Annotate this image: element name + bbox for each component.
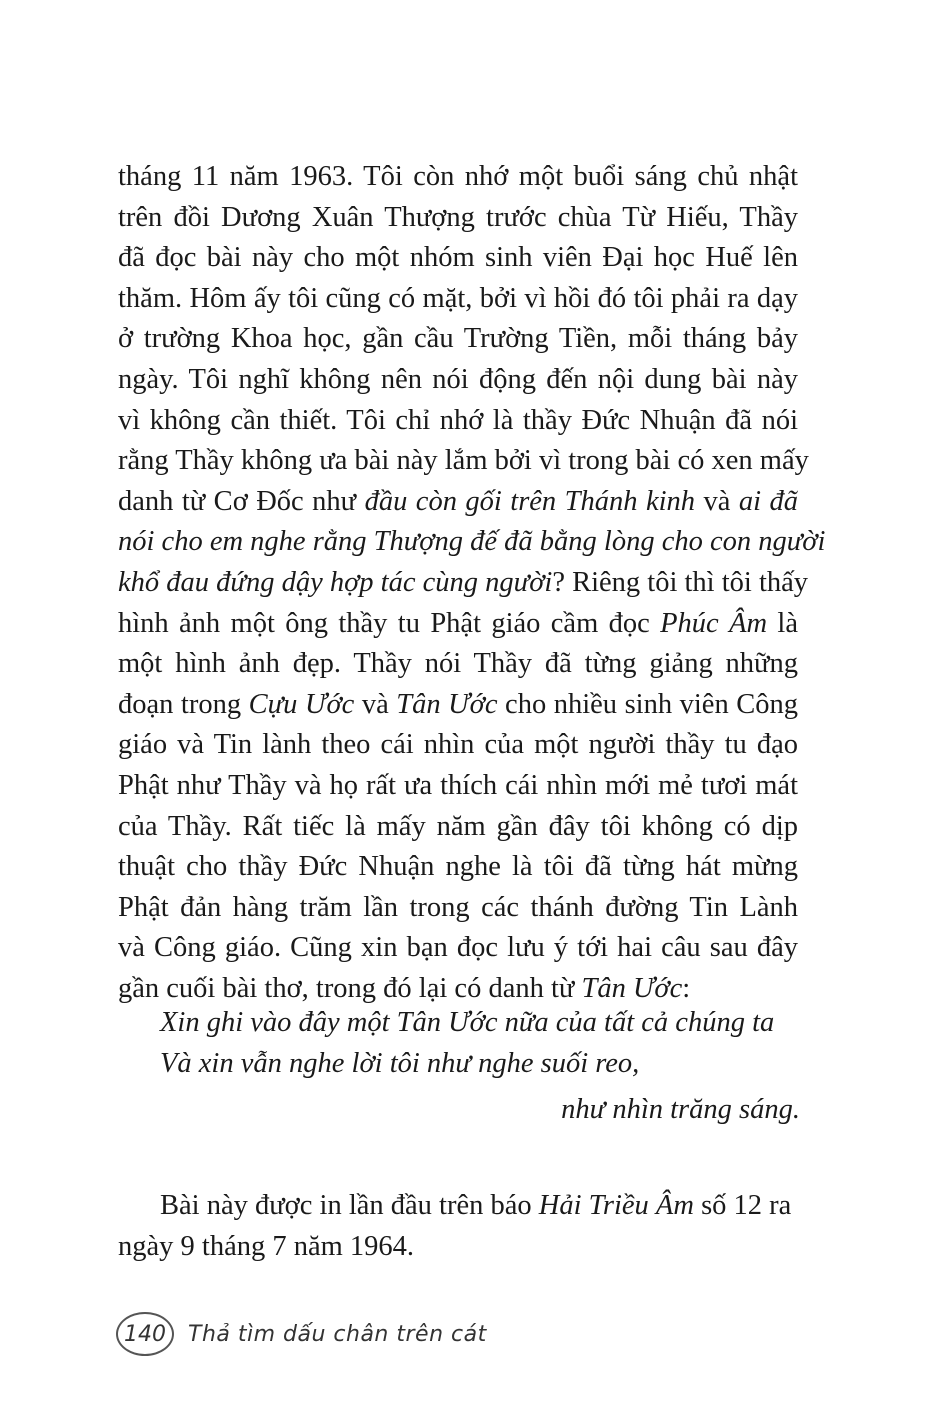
text-line: ngày. Tôi nghĩ không nên nói động đến nội dung bài này [118, 363, 798, 395]
italic-quote: nói cho em nghe rằng Thượng đế đã bằng lòng cho con người [118, 526, 826, 558]
text-line: Phật đản hàng trăm lần trong các thánh đường Tin Lành [118, 891, 798, 923]
text-run: : [682, 972, 691, 1004]
text-line: trên đồi Dương Xuân Thượng trước chùa Từ Hiếu, Thầy [118, 201, 798, 233]
text-line: vì không cần thiết. Tôi chỉ nhớ là thầy Đức Nhuận đã nói [118, 404, 798, 436]
italic-title: Phúc Âm [660, 607, 768, 639]
poem-line: Xin ghi vào đây một Tân Ước nữa của tất cả chúng ta [160, 1007, 775, 1038]
text-line: một hình ảnh đẹp. Thầy nói Thầy đã từng giảng những [118, 648, 798, 680]
publication-note [118, 1186, 798, 1267]
text-run: danh từ Cơ Đốc như [118, 485, 365, 517]
italic-quote: khổ đau đứng dậy hợp tác cùng người [118, 566, 553, 598]
poem-line: Và xin vẫn nghe lời tôi như nghe suối reo, [160, 1047, 640, 1079]
text-run: cho nhiều sinh viên Công [497, 688, 798, 720]
text-line: tháng 11 năm 1963. Tôi còn nhớ một buổi sáng chủ nhật [118, 161, 798, 192]
italic-title: Tân Ước [581, 972, 683, 1004]
text-run: ? Riêng tôi thì tôi thấy [552, 566, 809, 598]
poem-line: như nhìn trăng sáng. [561, 1094, 800, 1126]
text-line [118, 482, 798, 523]
italic-title: Tân Ước [396, 688, 498, 720]
text-line [118, 563, 809, 604]
text-line: và Công giáo. Cũng xin bạn đọc lưu ý tới hai câu sau đây [118, 932, 798, 964]
text-run: và [354, 688, 397, 720]
text-run: hình ảnh một ông thầy tu Phật giáo cầm đọc [118, 607, 661, 639]
text-run: đoạn trong [118, 688, 249, 720]
italic-title: Cựu Ước [248, 688, 355, 720]
text-line [118, 604, 798, 645]
text-run: và [695, 485, 739, 517]
text-line: đã đọc bài này cho một nhóm sinh viên Đại học Huế lên [118, 242, 798, 274]
italic-quote: đầu còn gối trên Thánh kinh [364, 485, 696, 517]
text-line: ở trường Khoa học, gần cầu Trường Tiền, mỗi tháng bảy [118, 323, 798, 355]
text-line: thuật cho thầy Đức Nhuận nghe là tôi đã từng hát mừng [118, 851, 798, 883]
italic-title: Hải Triều Âm [538, 1190, 694, 1221]
text-line: rằng Thầy không ưa bài này lắm bởi vì trong bài có xen mấy [118, 445, 809, 477]
text-run: số 12 ra [693, 1190, 792, 1221]
text-line [118, 522, 826, 563]
running-title: Thả tìm dấu chân trên cát [188, 1321, 487, 1347]
text-run: Bài này được in lần đầu trên báo [160, 1190, 539, 1221]
text-line: Phật như Thầy và họ rất ưa thích cái nhìn mới mẻ tươi mát [118, 769, 798, 801]
page-footer [116, 1308, 487, 1360]
italic-quote: ai đã [738, 485, 798, 517]
text-line: ngày 9 tháng 7 năm 1964. [118, 1230, 415, 1262]
main-paragraph [118, 157, 826, 1009]
text-line: thăm. Hôm ấy tôi cũng có mặt, bởi vì hồi đó tôi phải ra dạy [118, 282, 798, 314]
text-line [118, 1186, 798, 1227]
page-number: 140 [116, 1312, 174, 1356]
text-line: giáo và Tin lành theo cái nhìn của một người thầy tu đạo [118, 729, 798, 761]
text-run: là [767, 607, 798, 639]
text-line: của Thầy. Rất tiếc là mấy năm gần đây tôi không có dịp [118, 810, 798, 842]
text-run: gần cuối bài thơ, trong đó lại có danh từ [118, 972, 582, 1004]
poem-quote [160, 1003, 800, 1131]
text-line [118, 685, 798, 726]
